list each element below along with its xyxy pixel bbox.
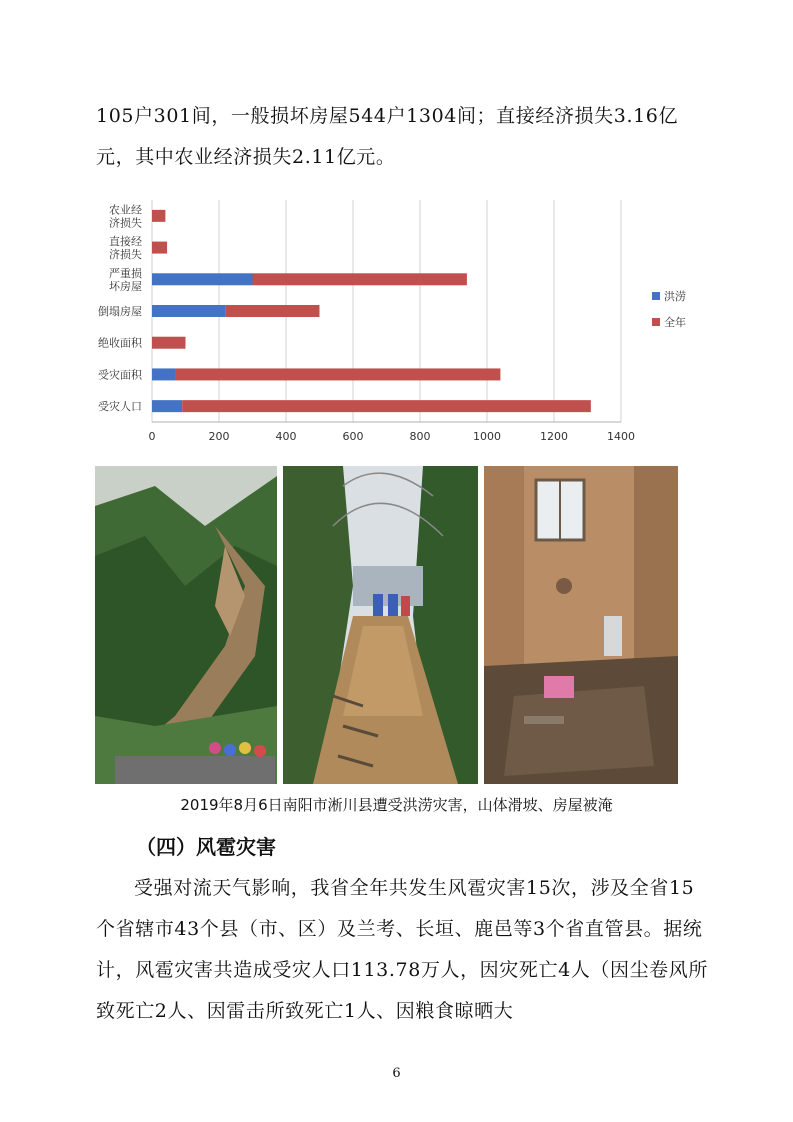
category-label: 严重损 [109,266,142,280]
section-heading: （四）风雹灾害 [136,835,276,859]
flooded-room-photo [484,466,678,784]
x-tick-label: 800 [409,430,431,443]
landslide-image [95,466,277,784]
bar-全年 [175,368,500,380]
category-label: 受灾人口 [98,400,142,414]
category-label: 绝收面积 [98,336,142,350]
category-label: 直接经 [109,235,142,249]
page-number: 6 [392,1066,401,1081]
category-label: 倒塌房屋 [98,305,142,318]
bar-洪涝 [152,400,182,412]
bar-洪涝 [152,273,253,285]
bar-洪涝 [152,305,226,317]
x-tick-label: 200 [208,430,230,443]
chart-svg [80,192,720,454]
x-tick-label: 600 [342,430,364,443]
legend-label: 全年 [664,316,686,329]
legend-swatch [652,318,660,326]
x-tick-label: 1200 [540,430,568,443]
legend-swatch [652,292,660,300]
body-paragraph: 受强对流天气影响，我省全年共发生风雹灾害15次，涉及全省15个省辖市43个县（市、区）及兰考、长垣、鹿邑等3个省直管县。据统计，风雹灾害共造成受灾人口113.78万人，因灾死亡4人（因尘卷风所致死亡2人、因雷击所致死亡1人、因粮食晾晒大 [96,877,708,1022]
category-label: 坏房屋 [109,279,142,293]
bar-洪涝 [152,368,175,380]
flooded-road-image [283,466,478,784]
x-tick-label: 1400 [607,430,635,443]
landslide-photo [95,466,277,784]
bar-全年 [182,400,591,412]
x-tick-label: 0 [148,430,156,443]
flooded-road-photo [283,466,478,784]
bar-全年 [152,242,167,254]
category-label: 农业经 [109,203,142,217]
x-tick-label: 1000 [473,430,501,443]
x-tick-label: 400 [275,430,297,443]
category-label: 济损失 [109,216,142,230]
category-label: 受灾面积 [98,368,142,382]
bar-全年 [152,337,186,349]
bar-全年 [253,273,467,285]
bar-全年 [226,305,320,317]
photo-caption: 2019年8月6日南阳市淅川县遭受洪涝灾害，山体滑坡、房屋被淹 [180,796,613,814]
flooded-room-image [484,466,678,784]
disaster-bar-chart [80,192,720,454]
bar-全年 [152,210,165,222]
top-paragraph: 105户301间，一般损坏房屋544户1304间；直接经济损失3.16亿元，其中农业经济损失2.11亿元。 [96,105,679,168]
category-label: 济损失 [109,248,142,262]
legend-label: 洪涝 [664,290,686,303]
